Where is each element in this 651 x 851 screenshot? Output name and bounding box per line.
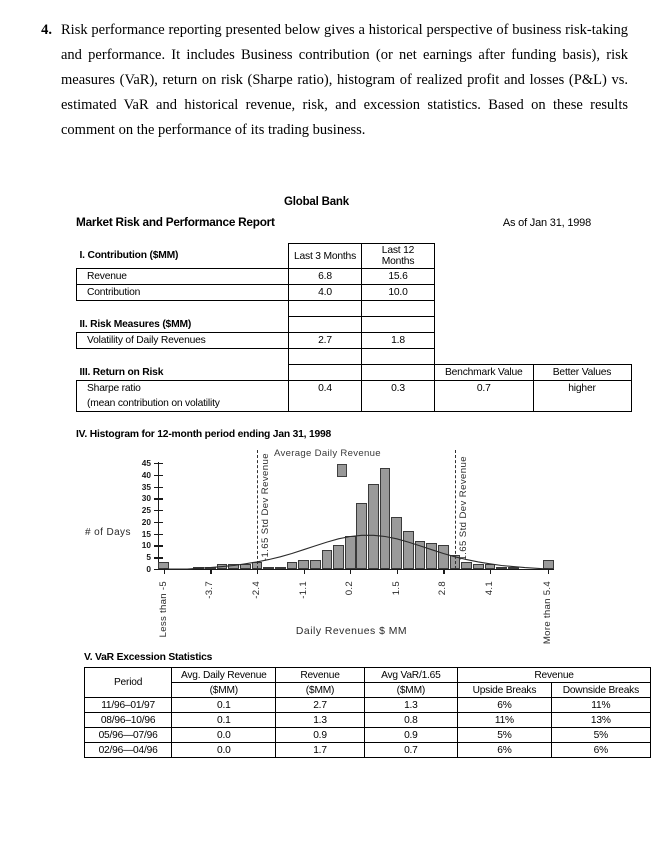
cell-revenue: 1.3	[276, 713, 364, 728]
chart-y-axis-label: # of Days	[85, 527, 131, 538]
cell-upside-breaks: 6%	[458, 698, 552, 713]
spacer-cell	[435, 349, 534, 365]
table-row	[85, 698, 651, 713]
cell-downside-breaks: 13%	[551, 713, 650, 728]
spacer-cell	[289, 396, 362, 412]
spacer-cell	[533, 269, 631, 285]
spacer-cell	[533, 285, 631, 301]
col-avg-var-l2: ($MM)	[364, 683, 458, 698]
section3-heading: III. Return on Risk	[79, 366, 164, 378]
spacer-cell	[533, 396, 631, 412]
report-header	[0, 215, 651, 229]
cell-revenue: 2.7	[276, 698, 364, 713]
std-dev-marker-line	[455, 450, 469, 569]
col-period: Period	[85, 668, 172, 698]
x-axis-tick-label: -3.7	[204, 581, 216, 599]
spacer-cell	[362, 301, 435, 317]
section3-col-better: Better Values	[533, 365, 631, 381]
col-downside-breaks: Downside Breaks	[551, 683, 650, 698]
cell-downside-breaks: 11%	[551, 698, 650, 713]
col-avg-daily-revenue-l2: ($MM)	[172, 683, 276, 698]
risk-summary-table-wrap	[0, 243, 651, 412]
y-axis-tick-label: 5	[146, 552, 151, 563]
section3-col-benchmark: Benchmark Value	[435, 365, 534, 381]
revenue-last12: 15.6	[362, 269, 435, 285]
histogram-chart	[0, 448, 651, 648]
spacer-cell	[533, 301, 631, 317]
x-axis-tick-label: -2.4	[251, 581, 262, 599]
cell-avg-var: 0.9	[364, 728, 458, 743]
market-risk-report	[0, 196, 651, 758]
y-axis-tick-label: 0	[146, 564, 151, 574]
x-axis-tick-label: More than 5.4	[542, 581, 554, 645]
cell-period: 11/96–01/97	[85, 698, 172, 713]
table-row	[77, 301, 632, 317]
row-label-sharpe: Sharpe ratio	[77, 381, 289, 397]
spacer-cell	[435, 396, 534, 412]
spacer-cell	[362, 349, 435, 365]
table-row	[77, 244, 632, 269]
x-axis-tick-label: 0.2	[344, 581, 356, 596]
table-row	[77, 381, 632, 397]
x-axis-tick-label: 1.5	[390, 581, 402, 596]
sharpe-benchmark: 0.7	[435, 381, 534, 397]
table-header-row	[85, 668, 651, 683]
std-dev-marker-label: 1.65 Std Dev Revenue	[458, 456, 469, 561]
table-row	[77, 396, 632, 412]
risk-summary-table	[76, 243, 632, 412]
chart-x-axis-title: Daily Revenues $ MM	[295, 626, 408, 637]
cell-upside-breaks: 5%	[458, 728, 552, 743]
section1-col-last3: Last 3 Months	[289, 244, 362, 269]
x-axis-tick	[204, 569, 216, 599]
section4-heading: IV. Histogram for 12-month period ending Jan 31, 1998	[76, 429, 332, 440]
x-axis-tick	[483, 569, 495, 596]
section1-col-last12: Last 12 Months	[362, 244, 435, 269]
cell-avg-daily-revenue: 0.0	[172, 743, 276, 758]
cell-avg-daily-revenue: 0.0	[172, 728, 276, 743]
col-upside-breaks: Upside Breaks	[458, 683, 552, 698]
x-axis-tick	[390, 569, 402, 596]
cell-period: 02/96—04/96	[85, 743, 172, 758]
spacer-cell	[362, 365, 435, 381]
spacer-cell	[533, 349, 631, 365]
report-as-of-date: As of Jan 31, 1998	[502, 217, 591, 229]
sharpe-last12: 0.3	[362, 381, 435, 397]
bank-name: Global Bank	[284, 196, 349, 208]
y-axis-tick-label: 45	[141, 458, 151, 468]
chart-legend-label: Average Daily Revenue	[274, 448, 381, 459]
cell-avg-var: 0.8	[364, 713, 458, 728]
var-excession-table	[84, 667, 651, 758]
contribution-last3: 4.0	[289, 285, 362, 301]
cell-upside-breaks: 6%	[458, 743, 552, 758]
col-avg-var-l1: Avg VaR/1.65	[364, 668, 458, 683]
cell-avg-daily-revenue: 0.1	[172, 698, 276, 713]
row-label-sharpe-sub: (mean contribution on volatility	[77, 396, 289, 412]
y-axis-tick-label: 25	[141, 505, 151, 516]
spacer-cell	[77, 349, 289, 365]
spacer-cell	[533, 333, 631, 349]
cell-downside-breaks: 5%	[551, 728, 650, 743]
x-axis-tick	[297, 569, 309, 599]
contribution-last12: 10.0	[362, 285, 435, 301]
spacer-cell	[533, 317, 631, 333]
sharpe-last3: 0.4	[289, 381, 362, 397]
question-block	[28, 18, 628, 143]
x-axis-tick-label: 2.8	[437, 581, 449, 596]
table-row	[77, 365, 632, 381]
cell-avg-var: 1.3	[364, 698, 458, 713]
cell-period: 08/96–10/96	[85, 713, 172, 728]
var-excession-table-wrap	[0, 667, 651, 758]
y-axis-tick-label: 35	[141, 481, 151, 492]
spacer-cell	[435, 333, 534, 349]
spacer-cell	[435, 285, 534, 301]
std-dev-marker-line	[257, 450, 271, 569]
spacer-cell	[77, 301, 289, 317]
x-axis-tick-label: Less than -5	[157, 581, 169, 638]
table-row	[77, 317, 632, 333]
y-axis-tick-label: 20	[141, 516, 151, 527]
x-axis-tick	[542, 569, 554, 645]
x-axis-tick	[251, 569, 262, 599]
table-row	[77, 269, 632, 285]
spacer-cell	[362, 317, 435, 333]
cell-revenue: 1.7	[276, 743, 364, 758]
x-axis-tick-label: 4.1	[483, 581, 495, 596]
revenue-last3: 6.8	[289, 269, 362, 285]
table-row	[77, 333, 632, 349]
question-number: 4.	[41, 22, 52, 38]
sharpe-better: higher	[533, 381, 631, 397]
table-row	[77, 349, 632, 365]
spacer-cell	[435, 269, 534, 285]
spacer-cell	[289, 301, 362, 317]
cell-upside-breaks: 11%	[458, 713, 552, 728]
volatility-last12: 1.8	[362, 333, 435, 349]
spacer-cell	[289, 317, 362, 333]
cell-avg-var: 0.7	[364, 743, 458, 758]
spacer-cell	[435, 317, 534, 333]
spacer-cell	[533, 244, 631, 269]
row-label-volatility: Volatility of Daily Revenues	[77, 333, 289, 349]
col-avg-daily-revenue-l1: Avg. Daily Revenue	[172, 668, 276, 683]
y-axis-tick-label: 30	[141, 493, 151, 504]
table-row	[85, 743, 651, 758]
table-row	[85, 713, 651, 728]
x-axis-tick	[437, 569, 449, 596]
row-label-revenue: Revenue	[77, 269, 289, 285]
x-axis-tick-label: -1.1	[297, 581, 309, 599]
y-axis-tick-label: 15	[141, 528, 151, 539]
x-axis-tick	[344, 569, 356, 596]
section2-heading: II. Risk Measures ($MM)	[79, 318, 192, 330]
y-axis-tick-label: 10	[141, 540, 151, 551]
normal-distribution-curve	[158, 462, 554, 570]
section1-heading: I. Contribution ($MM)	[79, 250, 179, 262]
col-revenue-group-header: Revenue	[458, 668, 651, 683]
cell-avg-daily-revenue: 0.1	[172, 713, 276, 728]
question-text: Risk performance reporting presented below gives a historical perspective of business risk-taking and performance. It includes Business contribution (or net earnings after funding basis), risk measures (VaR), return on risk (Sharpe ratio), histogram of realized profit and losses (P&L) vs. estimated VaR and historical revenue, risk, and excession statistics. Based on these results comment on the performance of its trading business.	[61, 22, 628, 138]
section5-heading: V. VaR Excession Statistics	[84, 652, 213, 663]
spacer-cell	[289, 365, 362, 381]
cell-revenue: 0.9	[276, 728, 364, 743]
std-dev-marker-label: -1.65 Std Dev Revenue	[260, 452, 271, 561]
spacer-cell	[289, 349, 362, 365]
spacer-cell	[435, 301, 534, 317]
cell-period: 05/96—07/96	[85, 728, 172, 743]
spacer-cell	[435, 244, 534, 269]
col-revenue-l2: ($MM)	[276, 683, 364, 698]
cell-downside-breaks: 6%	[551, 743, 650, 758]
row-label-contribution: Contribution	[77, 285, 289, 301]
col-revenue-l1: Revenue	[276, 668, 364, 683]
y-axis-tick-label: 40	[141, 469, 151, 480]
x-axis-tick	[157, 569, 169, 638]
table-row	[77, 285, 632, 301]
report-title: Market Risk and Performance Report	[76, 215, 275, 229]
volatility-last3: 2.7	[289, 333, 362, 349]
spacer-cell	[362, 396, 435, 412]
table-row	[85, 728, 651, 743]
